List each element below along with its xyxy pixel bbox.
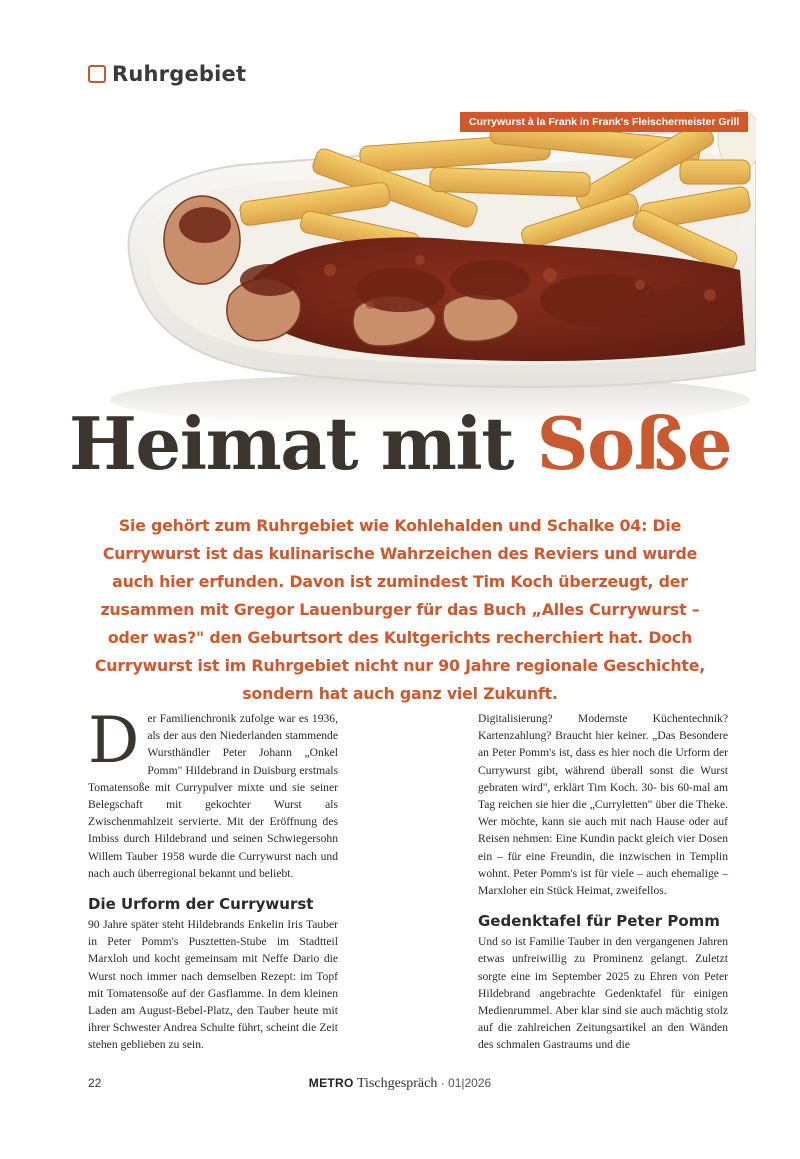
- subheading-gedenktafel: Gedenktafel für Peter Pomm: [478, 912, 720, 931]
- image-caption: Currywurst à la Frank in Frank's Fleischermeister Grill: [460, 112, 748, 132]
- hero-image: [100, 100, 756, 430]
- section-tag: [88, 62, 246, 86]
- paragraph-intro: [88, 704, 338, 882]
- lead-paragraph: Sie gehört zum Ruhrgebiet wie Kohlehalden und Schalke 04: Die Currywurst ist das kulinarische Wahrzeichen des Reviers und wurde auch hier erfunden. Davon ist zumindest Tim Koch überzeugt, der zusammen mit Gregor Lauenburger für das Buch „Alles Currywurst – oder was?" den Geburtsort des Kultgerichts recherchiert hat. Doch Currywurst ist im Ruhrgebiet nicht nur 90 Jahre regionale Geschichte, sondern hat auch ganz viel Zukunft.: [94, 516, 706, 703]
- paragraph-intro-text: er Familienchronik zufolge war es 1936, als der aus den Niederlanden stammende Wursthändler Peter Johann „Onkel Pomm" Hildebrand in Duisburg erstmals Tomatensoße mit Currypulver mixte und sie seiner Belegschaft mit gekochter Wurst als Zwischenmahlzeit servierte. Mit der Eröffnung des Imbiss durch Hildebrand und seinen Schwiegersohn Willem Tauber 1958 wurde die Currywurst nach und nach auch überregional bekannt und beliebt.: [88, 712, 338, 880]
- footer-issue: · 01|2026: [440, 1076, 492, 1090]
- headline-part2: Soße: [536, 401, 732, 486]
- paragraph-3: Digitalisierung? Modernste Küchentechnik? Kartenzahlung? Braucht hier keiner. „Das Besondere an Peter Pomm's ist, dass es hier noch die Urform der Currywurst gibt, während überall sonst die Wurst gebraten wird", erklärt Tim Koch. 30- bis 60-mal am Tag reichen sie hier die „Curryletten" über die Theke. Wer möchte, kann sie auch mit nach Hause oder auf Reisen nehmen: Eine Kundin packt gleich vier Dosen ein – für eine Freundin, die inzwischen in Templin wohnt. Peter Pomm's ist für viele – auch ehemalige – Marxloher ein Stück Heimat, zweifellos.: [478, 712, 728, 898]
- section-label: Ruhrgebiet: [112, 62, 247, 86]
- footer: [0, 1076, 800, 1092]
- section-icon: [88, 65, 106, 83]
- dropcap: D: [88, 704, 140, 778]
- headline: [0, 401, 800, 486]
- footer-magazine: Tischgespräch: [356, 1076, 438, 1091]
- footer-brand: METRO: [308, 1076, 354, 1090]
- article-column-left: [88, 704, 338, 1054]
- page-number: 22: [88, 1076, 102, 1090]
- headline-part1: Heimat mit: [68, 401, 514, 486]
- paragraph-2: 90 Jahre später steht Hildebrands Enkelin Iris Tauber in Peter Pomm's Pusztetten-Stube im Stadtteil Marxloh und kocht gemeinsam mit Neffe Dario die Wurst noch immer nach demselben Rezept: im Topf mit Tomatensoße auf der Gasflamme. In dem kleinen Laden am August-Bebel-Platz, den Tauber heute mit ihrer Schwester Andrea Schulte führt, scheint die Zeit stehen geblieben zu sein.: [88, 918, 338, 1052]
- currywurst-photo: [100, 100, 756, 430]
- paragraph-4: Und so ist Familie Tauber in den vergangenen Jahren etwas unfreiwillig zu Prominenz gelangt. Zuletzt sorgte eine im September 2025 zu Ehren von Peter Hildebrand angebrachte Gedenktafel für einigen Medienrummel. Aber klar sind sie auch mächtig stolz auf die zahlreichen Zeitungsartikel an den Wänden des schmalen Gastraums und die: [478, 935, 728, 1052]
- subheading-urform: Die Urform der Currywurst: [88, 895, 314, 914]
- article-column-right: [478, 710, 728, 1054]
